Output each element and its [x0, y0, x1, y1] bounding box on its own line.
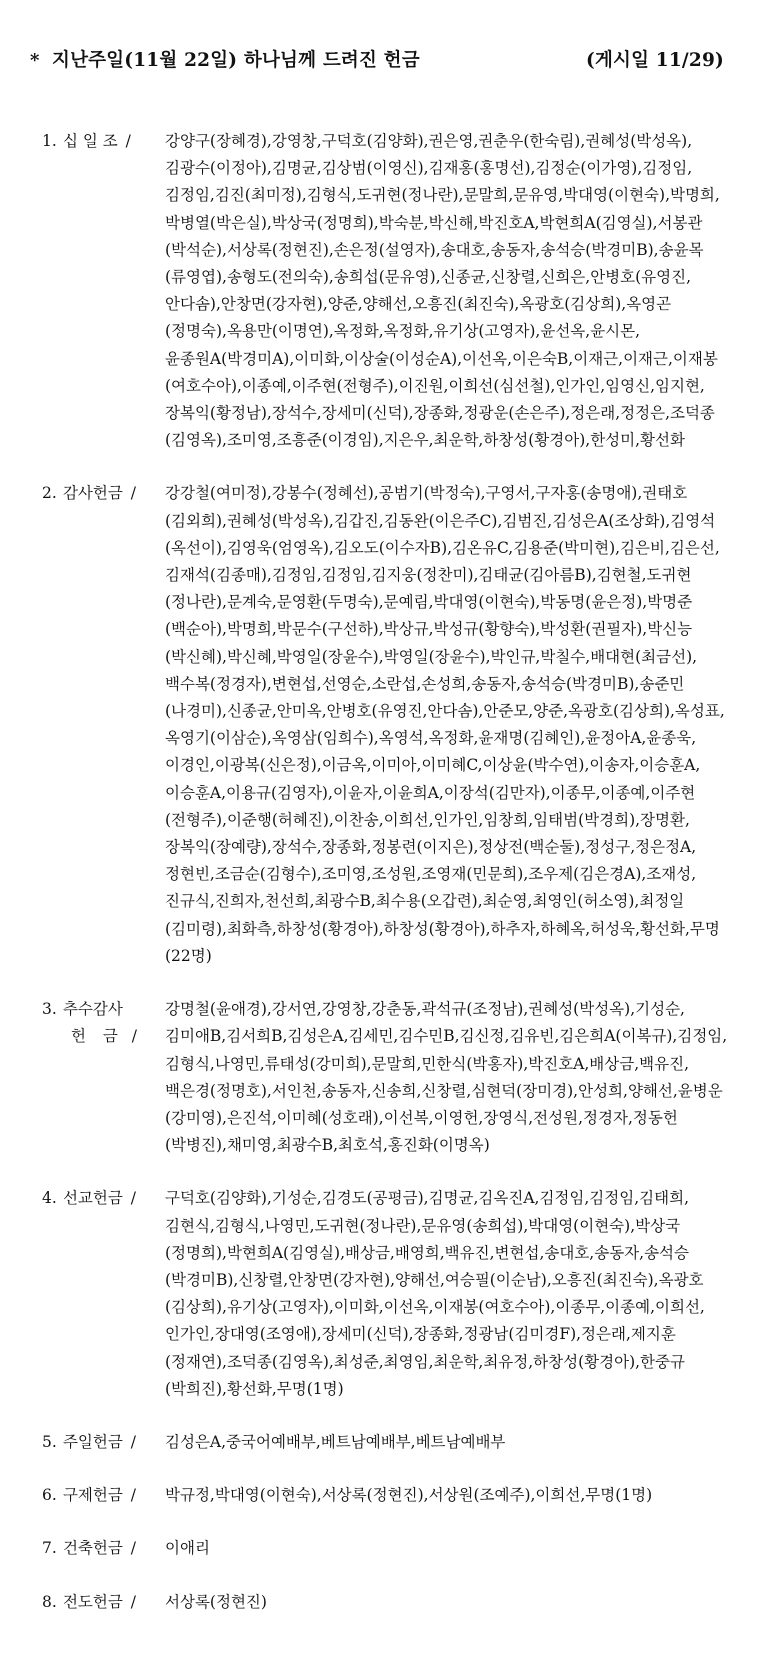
section-slash: /	[130, 1539, 137, 1558]
section-names: 이애리	[165, 1539, 210, 1558]
section-names: 강명철(윤애경),강서연,강영창,강춘동,곽석규(조정남),권혜성(박성옥),기성순,김미애B,김서희B,김성은A,김세민,김수민B,김신정,김유빈,김은희A(이복규),김정임,김형식,나영민,류태성(강미희),문말희,민한식(박홍자),박진호A,배상금,백유진,백은경(정명호),서인천,송동자,신송희,신창렬,심현덕(장미경),안성희,양해선,윤병운(강미영),은진석,이미혜(성호래),이선복,이영헌,장영식,전성원,정경자,정동헌(박병진),채미영,최광수B,최호석,홍진화(이명옥)	[165, 1000, 728, 1155]
page-title: 지난주일(11월 22일) 하나님께 드려진 헌금	[52, 50, 420, 71]
section-number: 2.	[42, 484, 57, 503]
section-title: 십 일 조	[62, 132, 118, 150]
section-label	[42, 480, 165, 507]
section-label	[42, 1482, 165, 1509]
section-evangelism	[30, 1589, 728, 1616]
section-tithe	[30, 128, 728, 454]
section-title: 감사헌금	[62, 484, 123, 503]
section-label	[42, 1429, 165, 1456]
section-number: 7.	[42, 1539, 57, 1558]
section-label	[42, 1535, 165, 1562]
section-number: 1.	[42, 132, 57, 150]
section-label	[42, 1589, 165, 1616]
section-relief	[30, 1482, 728, 1509]
section-slash: /	[131, 1027, 137, 1046]
section-title: 선교헌금	[62, 1189, 123, 1208]
section-harvest-thanksgiving	[30, 996, 728, 1159]
section-names: 구덕호(김양화),기성순,김경도(공평금),김명균,김옥진A,김정임,김정임,김태희,김현식,김형식,나영민,도귀현(정나란),문유영(송희섭),박대영(이현숙),박상국(정명희),박현희A(김영실),배상금,배영희,백유진,변현섭,송대호,송동자,송석승(박경미B),신창렬,안창면(강자현),양해선,여승필(이순남),오흥진(최진숙),옥광호(김상희),유기상(고영자),이미화,이선옥,이재봉(여호수아),이종무,이종예,이희선,인가인,장대영(조영애),장세미(신덕),장종화,정광남(김미경F),정은래,제지훈(정재연),조덕종(김영옥),최성준,최영임,최운학,최유정,하창성(황경아),한중규(박희진),황선화,무명(1명)	[165, 1189, 705, 1398]
offering-sections	[30, 128, 728, 1616]
section-label	[42, 128, 165, 155]
section-slash: /	[130, 1486, 137, 1505]
section-number: 5.	[42, 1432, 57, 1451]
section-names: 서상록(정현진)	[165, 1592, 267, 1611]
section-label	[42, 996, 165, 1050]
section-title: 전도헌금	[62, 1592, 123, 1611]
section-slash: /	[130, 1189, 137, 1208]
section-number: 4.	[42, 1189, 57, 1208]
section-names: 박규정,박대영(이현숙),서상록(정현진),서상원(조예주),이희선,무명(1명)	[165, 1486, 653, 1505]
section-names: 김성은A,중국어예배부,베트남예배부,베트남예배부	[165, 1432, 506, 1451]
section-slash: /	[125, 132, 131, 150]
section-missions	[30, 1185, 728, 1403]
section-names: 강강철(여미정),강봉수(정혜선),공범기(박정숙),구영서,구자홍(송명애),권태호(김외희),권혜성(박성옥),김갑진,김동완(이은주C),김범진,김성은A(조상화),김영석(옥선이),김영욱(엄영옥),김오도(이수자B),김온유C,김용준(박미현),김은비,김은선,김재석(김종매),김정임,김정임,김지웅(정찬미),김태균(김아름B),김현철,도귀현(정나란),문계숙,문영환(두명숙),문예림,박대영(이현숙),박동명(윤은정),박명준(백순아),박명희,박문수(구선하),박상규,박성규(황향숙),박성환(권필자),박신능(박신혜),박신혜,박영일(장윤수),박영일(장윤수),박인규,박칠수,배대현(최금선),백수복(정경자),변현섭,선영순,소란섭,손성희,송동자,송석승(박경미B),송준민(나경미),신종균,안미옥,안병호(유영진,안다솜),안준모,양준,옥광호(김상희),옥성표,옥영기(이삼순),옥영삼(임희수),옥영석,옥정화,윤재명(김혜인),윤정아A,윤종욱,이경인,이광복(신은정),이금옥,이미아,이미혜C,이상윤(박수연),이송자,이승훈A,이승훈A,이용규(김영자),이윤자,이윤희A,이장석(김만자),이종무,이종예,이주현(전형주),이준행(허혜진),이찬송,이희선,인가인,임창희,임태범(박경희),장명환,장복익(장예량),장석수,장종화,정봉련(이지은),정상전(백순둘),정성구,정은정A,정현빈,조금순(김형수),조미영,조성원,조영재(민문희),조우제(김은경A),조재성,진규식,진희자,천선희,최광수B,최수용(오갑련),최순영,최영인(허소영),최정일(김미령),최화측,하창성(황경아),하창성(황경아),하추자,하혜옥,허성욱,황선화,무명(22명)	[165, 484, 725, 965]
header-title-group	[30, 46, 420, 72]
section-title: 주일헌금	[62, 1432, 123, 1451]
page-header	[30, 46, 724, 72]
section-sunday	[30, 1429, 728, 1456]
section-slash: /	[130, 1592, 137, 1611]
section-thanksgiving	[30, 480, 728, 970]
section-building	[30, 1535, 728, 1562]
section-title: 구제헌금	[62, 1486, 123, 1505]
posted-date: (게시일 11/29)	[585, 50, 724, 71]
asterisk-bullet-icon: *	[30, 50, 40, 71]
section-slash: /	[130, 1432, 137, 1451]
section-number: 6.	[42, 1486, 57, 1505]
section-title-line2: 헌 금	[70, 1027, 124, 1046]
section-number: 8.	[42, 1592, 57, 1611]
section-label	[42, 1185, 165, 1212]
section-title: 추수감사	[62, 1000, 123, 1019]
section-slash: /	[130, 484, 137, 503]
section-number: 3.	[42, 1000, 57, 1019]
section-names: 강양구(장혜경),강영창,구덕호(김양화),권은영,권춘우(한숙림),권혜성(박성옥),김광수(이정아),김명균,김상범(이영신),김재홍(홍명선),김정순(이가영),김정임,김정임,김진(최미정),김형식,도귀현(정나란),문말희,문유영,박대영(이현숙),박명희,박병열(박은실),박상국(정명희),박숙분,박신해,박진호A,박현희A(김영실),서봉관(박석순),서상록(정현진),손은정(설영자),송대호,송동자,송석승(박경미B),송윤목(류영엽),송형도(전의숙),송희섭(문유영),신종균,신창렬,신희은,안병호(유영진,안다솜),안창면(강자현),양준,양해선,오흥진(최진숙),옥광호(김상희),옥영곤(정명숙),옥용만(이명연),옥정화,옥정화,유기상(고영자),윤선옥,윤시몬,윤종원A(박경미A),이미화,이상술(이성순A),이선옥,이은숙B,이재근,이재근,이재봉(여호수아),이종예,이주현(전형주),이진원,이희선(심선철),인가인,임영신,임지현,장복익(황정남),장석수,장세미(신덕),장종화,정광운(손은주),정은래,정정은,조덕종(김영옥),조미영,조흥준(이경임),지은우,최운학,하창성(황경아),한성미,황선화	[165, 132, 720, 450]
section-title: 건축헌금	[62, 1539, 123, 1558]
